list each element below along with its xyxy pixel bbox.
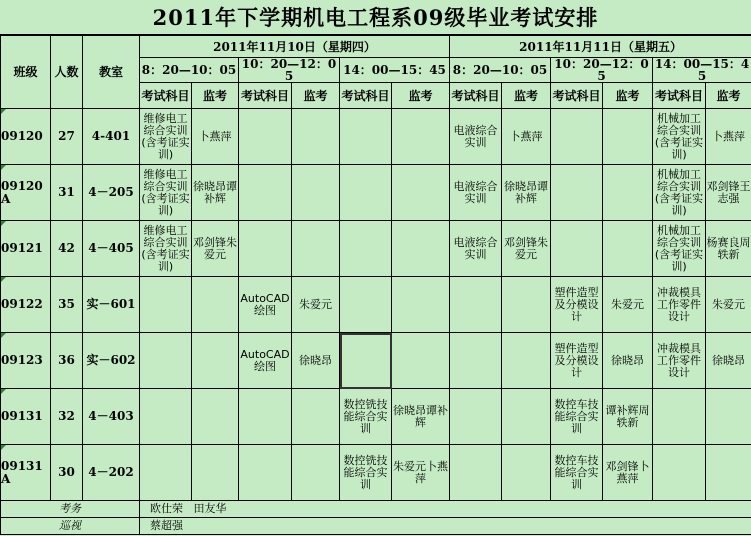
room-cell[interactable]: 4－202 bbox=[83, 445, 140, 501]
subject-cell[interactable] bbox=[340, 277, 392, 333]
invigilator-cell[interactable]: 卜燕萍 bbox=[706, 109, 751, 165]
class-cell[interactable]: 09131 bbox=[1, 389, 51, 445]
subject-cell[interactable] bbox=[551, 221, 603, 277]
invigilator-cell[interactable] bbox=[192, 333, 239, 389]
table-row bbox=[1, 109, 751, 165]
subject-cell[interactable] bbox=[450, 333, 502, 389]
count-cell[interactable]: 42 bbox=[51, 221, 83, 277]
invigilator-header: 监考 bbox=[292, 83, 340, 109]
invigilator-cell[interactable]: 徐晓昂谭补辉 bbox=[392, 389, 450, 445]
invigilator-cell[interactable]: 朱爱元 bbox=[603, 277, 653, 333]
subject-header: 考试科目 bbox=[450, 83, 502, 109]
table-row bbox=[1, 277, 751, 333]
footer-label[interactable]: 考务 bbox=[1, 501, 140, 518]
subject-cell[interactable] bbox=[340, 221, 392, 277]
room-cell[interactable]: 4－205 bbox=[83, 165, 140, 221]
exam-schedule-table bbox=[0, 35, 751, 535]
subject-cell[interactable] bbox=[340, 165, 392, 221]
room-cell[interactable]: 4－403 bbox=[83, 389, 140, 445]
class-cell[interactable]: 09123 bbox=[1, 333, 51, 389]
subject-cell[interactable] bbox=[239, 109, 292, 165]
count-cell[interactable]: 27 bbox=[51, 109, 83, 165]
invigilator-cell[interactable]: 徐晓昂谭补辉 bbox=[502, 165, 551, 221]
footer-value[interactable]: 蔡超强 bbox=[140, 518, 751, 535]
invigilator-cell[interactable] bbox=[292, 165, 340, 221]
invigilator-cell[interactable]: 邓剑锋朱爱元 bbox=[192, 221, 239, 277]
class-cell[interactable]: 09120 bbox=[1, 109, 51, 165]
subject-cell[interactable] bbox=[340, 109, 392, 165]
invigilator-cell[interactable] bbox=[603, 221, 653, 277]
invigilator-header: 监考 bbox=[502, 83, 551, 109]
room-cell[interactable]: 实－601 bbox=[83, 277, 140, 333]
table-row bbox=[1, 389, 751, 445]
class-header: 班级 bbox=[1, 36, 51, 109]
footer-row bbox=[1, 518, 751, 535]
subject-cell[interactable]: 机械加工综合实训(含考证实训) bbox=[653, 221, 706, 277]
subject-cell[interactable] bbox=[653, 389, 706, 445]
table-row bbox=[1, 333, 751, 389]
subject-cell[interactable] bbox=[239, 221, 292, 277]
invigilator-cell[interactable]: 邓剑锋王志强 bbox=[706, 165, 751, 221]
invigilator-cell[interactable]: 朱爱元 bbox=[292, 277, 340, 333]
count-cell[interactable]: 31 bbox=[51, 165, 83, 221]
invigilator-cell[interactable]: 徐晓昂谭补辉 bbox=[192, 165, 239, 221]
subject-cell[interactable]: 电液综合实训 bbox=[450, 165, 502, 221]
invigilator-cell[interactable] bbox=[392, 277, 450, 333]
subject-cell[interactable] bbox=[551, 165, 603, 221]
invigilator-cell[interactable] bbox=[392, 165, 450, 221]
invigilator-cell[interactable]: 徐晓昂 bbox=[706, 333, 751, 389]
room-cell[interactable]: 4-401 bbox=[83, 109, 140, 165]
table-row bbox=[1, 165, 751, 221]
subject-cell[interactable] bbox=[239, 445, 292, 501]
invigilator-cell[interactable] bbox=[502, 389, 551, 445]
invigilator-cell[interactable]: 卜燕萍 bbox=[502, 109, 551, 165]
subject-cell[interactable]: AutoCAD绘图 bbox=[239, 277, 292, 333]
count-cell[interactable]: 36 bbox=[51, 333, 83, 389]
invigilator-cell[interactable]: 朱爱元 bbox=[706, 277, 751, 333]
count-cell[interactable]: 32 bbox=[51, 389, 83, 445]
invigilator-header: 监考 bbox=[192, 83, 239, 109]
invigilator-cell[interactable] bbox=[706, 389, 751, 445]
room-header: 教室 bbox=[83, 36, 140, 109]
invigilator-cell[interactable] bbox=[603, 165, 653, 221]
invigilator-cell[interactable]: 谭补辉周轶新 bbox=[603, 389, 653, 445]
count-header: 人数 bbox=[51, 36, 83, 109]
invigilator-cell[interactable]: 徐晓昂 bbox=[292, 333, 340, 389]
subject-cell[interactable]: 维修电工综合实训(含考证实训) bbox=[140, 165, 192, 221]
invigilator-header: 监考 bbox=[603, 83, 653, 109]
subject-cell[interactable]: 维修电工综合实训(含考证实训) bbox=[140, 221, 192, 277]
subject-cell[interactable] bbox=[450, 445, 502, 501]
subject-cell[interactable]: 塑件造型及分模设计 bbox=[551, 333, 603, 389]
class-cell[interactable]: 09121 bbox=[1, 221, 51, 277]
class-cell[interactable]: 09131A bbox=[1, 445, 51, 501]
invigilator-cell[interactable] bbox=[392, 221, 450, 277]
subject-cell[interactable]: 机械加工综合实训(含考证实训) bbox=[653, 109, 706, 165]
invigilator-cell[interactable]: 邓剑锋卜燕萍 bbox=[603, 445, 653, 501]
subject-cell[interactable] bbox=[450, 277, 502, 333]
subject-cell[interactable] bbox=[140, 445, 192, 501]
invigilator-cell[interactable] bbox=[392, 109, 450, 165]
room-cell[interactable]: 4－405 bbox=[83, 221, 140, 277]
subject-cell[interactable]: 数控铣技能综合实训 bbox=[340, 389, 392, 445]
invigilator-header: 监考 bbox=[706, 83, 751, 109]
invigilator-cell[interactable]: 卜燕萍 bbox=[192, 109, 239, 165]
subject-header: 考试科目 bbox=[653, 83, 706, 109]
invigilator-cell[interactable]: 邓剑锋朱爱元 bbox=[502, 221, 551, 277]
subject-cell[interactable] bbox=[653, 445, 706, 501]
invigilator-cell[interactable] bbox=[292, 109, 340, 165]
invigilator-cell[interactable] bbox=[192, 389, 239, 445]
room-cell[interactable]: 实－602 bbox=[83, 333, 140, 389]
footer-row bbox=[1, 501, 751, 518]
subject-cell[interactable]: 冲裁模具工作零件设计 bbox=[653, 277, 706, 333]
footer-label[interactable]: 巡视 bbox=[1, 518, 140, 535]
subject-header: 考试科目 bbox=[340, 83, 392, 109]
invigilator-cell[interactable]: 徐晓昂 bbox=[603, 333, 653, 389]
subject-cell[interactable]: 电液综合实训 bbox=[450, 221, 502, 277]
subject-cell[interactable] bbox=[450, 389, 502, 445]
invigilator-cell[interactable] bbox=[292, 221, 340, 277]
invigilator-cell[interactable] bbox=[392, 333, 450, 389]
subject-cell[interactable]: 塑件造型及分模设计 bbox=[551, 277, 603, 333]
subject-cell[interactable]: 电液综合实训 bbox=[450, 109, 502, 165]
table-row bbox=[1, 221, 751, 277]
subject-header: 考试科目 bbox=[140, 83, 192, 109]
invigilator-cell[interactable] bbox=[192, 277, 239, 333]
slot-header: 14：00—15：45 bbox=[340, 58, 450, 83]
slot-header: 10：20—12：05 bbox=[239, 58, 340, 83]
subject-cell[interactable]: 冲裁模具工作零件设计 bbox=[653, 333, 706, 389]
footer-value[interactable]: 欧仕荣 田友华 bbox=[140, 501, 751, 518]
subject-cell[interactable]: 数控车技能综合实训 bbox=[551, 445, 603, 501]
subject-cell[interactable] bbox=[140, 333, 192, 389]
day2-header: 2011年11月11日（星期五） bbox=[450, 36, 751, 58]
invigilator-cell[interactable] bbox=[502, 277, 551, 333]
class-cell[interactable]: 09122 bbox=[1, 277, 51, 333]
subject-cell[interactable]: 维修电工综合实训(含考证实训) bbox=[140, 109, 192, 165]
slot-header: 14：00—15：45 bbox=[653, 58, 751, 83]
subject-header: 考试科目 bbox=[239, 83, 292, 109]
table-row bbox=[1, 445, 751, 501]
subject-cell[interactable] bbox=[551, 109, 603, 165]
invigilator-cell[interactable] bbox=[706, 445, 751, 501]
subject-cell[interactable]: 机械加工综合实训(含考证实训) bbox=[653, 165, 706, 221]
invigilator-header: 监考 bbox=[392, 83, 450, 109]
subject-cell[interactable]: 数控车技能综合实训 bbox=[551, 389, 603, 445]
day1-header: 2011年11月10日（星期四） bbox=[140, 36, 450, 58]
subject-cell[interactable] bbox=[140, 277, 192, 333]
subject-cell[interactable] bbox=[239, 165, 292, 221]
slot-header: 8：20—10：05 bbox=[450, 58, 551, 83]
invigilator-cell[interactable] bbox=[502, 333, 551, 389]
invigilator-cell[interactable] bbox=[603, 109, 653, 165]
invigilator-cell[interactable] bbox=[292, 389, 340, 445]
subject-cell[interactable] bbox=[140, 389, 192, 445]
subject-cell[interactable]: 数控铣技能综合实训 bbox=[340, 445, 392, 501]
subject-cell[interactable] bbox=[340, 333, 392, 389]
invigilator-cell[interactable]: 杨赛良周轶新 bbox=[706, 221, 751, 277]
invigilator-cell[interactable] bbox=[502, 445, 551, 501]
sheet-title: 2011年下学期机电工程系09级毕业考试安排 bbox=[0, 0, 751, 35]
subject-header: 考试科目 bbox=[551, 83, 603, 109]
subject-cell[interactable]: AutoCAD绘图 bbox=[239, 333, 292, 389]
subject-cell[interactable] bbox=[239, 389, 292, 445]
count-cell[interactable]: 35 bbox=[51, 277, 83, 333]
slot-header: 10：20—12：05 bbox=[551, 58, 653, 83]
slot-header: 8：20—10：05 bbox=[140, 58, 239, 83]
class-cell[interactable]: 09120A bbox=[1, 165, 51, 221]
invigilator-cell[interactable] bbox=[292, 445, 340, 501]
count-cell[interactable]: 30 bbox=[51, 445, 83, 501]
invigilator-cell[interactable]: 朱爱元卜燕萍 bbox=[392, 445, 450, 501]
invigilator-cell[interactable] bbox=[192, 445, 239, 501]
